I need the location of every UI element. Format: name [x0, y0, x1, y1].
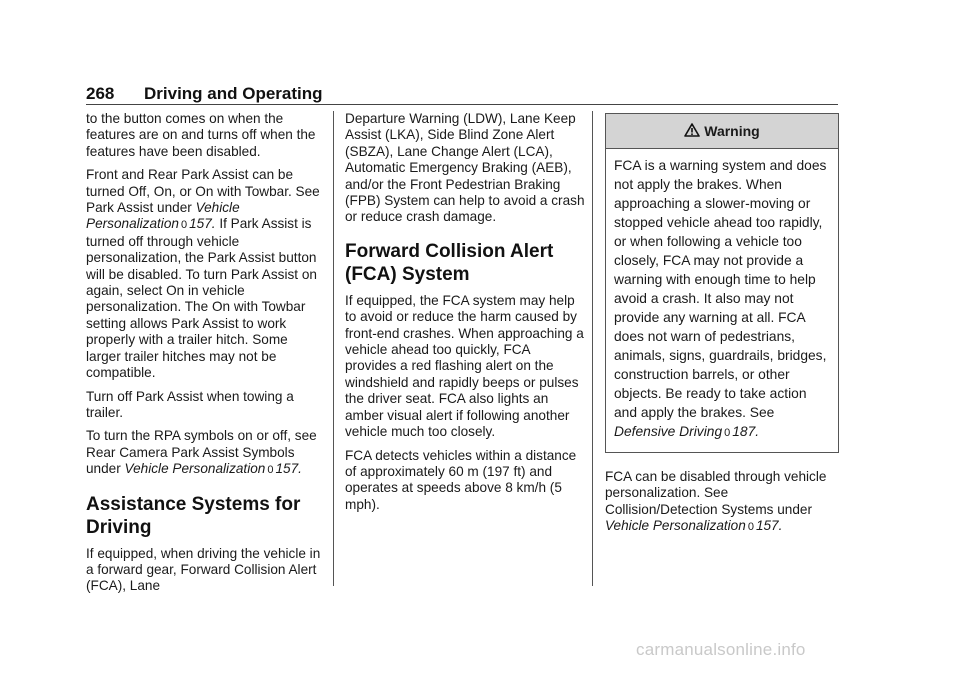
text: To turn the RPA symbols on or off, see Rear Camera Park Assist Symbols under: [86, 428, 317, 477]
column-2: [345, 111, 585, 520]
paragraph: If equipped, when driving the vehicle in a forward gear, Forward Collision Alert (FCA), Lane: [86, 545, 321, 594]
column-1: [86, 111, 326, 602]
text: Front and Rear Park Assist can be turned Off, On, or On with Towbar. See Park Assist under: [86, 167, 320, 216]
warning-box: [605, 113, 839, 453]
page-ref[interactable]: 157.: [755, 518, 783, 534]
ref-link-vehicle-personalization[interactable]: Vehicle Personalization: [86, 200, 240, 232]
column-divider-2: [592, 111, 593, 586]
paragraph: FCA detects vehicles within a distance of approximately 60 m (197 ft) and operates at speeds above 8 km/h (5 mph).: [345, 447, 577, 512]
column-divider-1: [333, 111, 334, 586]
watermark: carmanualsonline.info: [636, 640, 806, 659]
warning-title: Warning: [704, 123, 760, 139]
paragraph: to the button comes on when the features are on and turns off when the features have been disabled.: [86, 111, 316, 159]
ref-link-vehicle-personalization[interactable]: Vehicle Personalization: [605, 518, 746, 534]
ref-link-vehicle-personalization[interactable]: Vehicle Personalization: [124, 461, 266, 477]
heading-assistance-systems: Assistance Systems for Driving: [86, 493, 301, 538]
text: FCA can be disabled through vehicle personalization. See Collision/Detection Systems under: [605, 469, 827, 517]
warning-header: [606, 114, 838, 149]
heading-fca-system: Forward Collision Alert (FCA) System: [345, 240, 554, 285]
warning-triangle-icon: [684, 123, 700, 137]
paragraph: [605, 469, 839, 536]
text: If Park Assist is turned off through vehicle personalization, the Park Assist button will be disabled. To turn Park Assist on again, select On in vehicle personalization. The On with Towbar setting allows Park Assist to work properly with a trailer hitch. Some larger trailer hitches may not be compatible.: [86, 216, 317, 381]
ref-link-defensive-driving[interactable]: Defensive Driving: [614, 424, 723, 439]
section-title: Driving and Operating: [144, 84, 323, 103]
column-3: [605, 111, 839, 543]
paragraph: Departure Warning (LDW), Lane Keep Assist (LKA), Side Blind Zone Alert (SBZA), Lane Change Alert (LCA), Automatic Emergency Braking (AEB), and/or the Front Pedestrian Braking (FPB) System can help to avoid a crash or reduce crash damage.: [345, 111, 585, 225]
header-rule: [86, 104, 838, 105]
page-ref-arrow-icon: 0: [747, 521, 754, 534]
warning-body: [606, 149, 838, 452]
text: FCA is a warning system and does not apply the brakes. When approaching a slower-moving or stopped vehicle ahead too rapidly, or when following a vehicle too closely, FCA may not provide a warning with enough time to help avoid a crash. It also may not provide any warning at all. FCA does not warn of pedestrians, animals, signs, guardrails, bridges, construction barrels, or other objects. Be ready to take action and apply the brakes. See: [614, 158, 827, 420]
page-number: 268: [86, 84, 115, 103]
page-ref[interactable]: 157.: [189, 216, 216, 232]
page-ref-arrow-icon: 0: [724, 427, 731, 439]
page-ref[interactable]: 157.: [275, 461, 302, 477]
paragraph: If equipped, the FCA system may help to avoid or reduce the harm caused by front-end crashes. When approaching a vehicle ahead too quickly, FCA provides a red flashing alert on the windshield and rapidly beeps or pulses the driver seat. FCA also lights an amber visual alert if following another vehicle much too closely.: [345, 292, 584, 440]
page-ref-arrow-icon: 0: [180, 219, 188, 232]
page-header: [86, 84, 323, 104]
paragraph: [86, 428, 326, 478]
paragraph: Turn off Park Assist when towing a trailer.: [86, 388, 294, 420]
page-ref[interactable]: 187.: [732, 424, 760, 439]
page-ref-arrow-icon: 0: [267, 464, 274, 477]
paragraph: [86, 167, 326, 381]
